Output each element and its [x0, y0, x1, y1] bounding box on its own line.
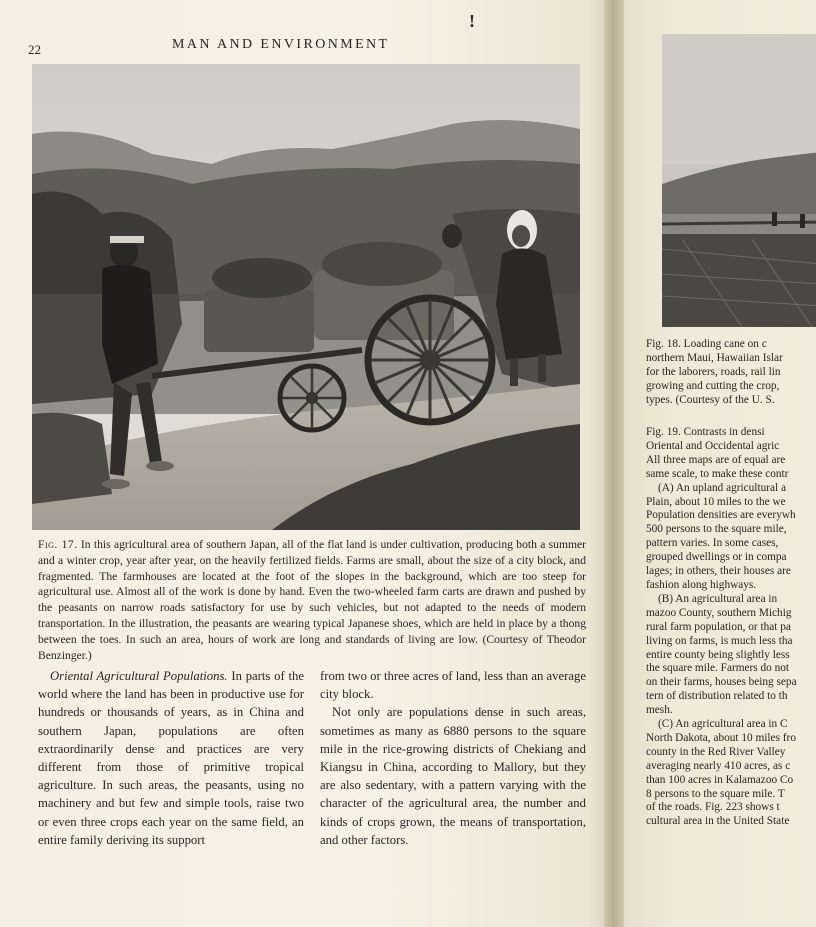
right-page	[624, 0, 816, 927]
fig19-line: (A) An upland agricultural a	[658, 481, 786, 494]
fig19-line: county in the Red River Valley	[646, 745, 786, 758]
figure-19-caption	[646, 426, 816, 829]
fig19-line: the square mile. Farmers do not	[646, 662, 790, 675]
fig19-line: 8 persons to the square mile. T	[646, 787, 785, 800]
fig19-line: mazoo County, southern Michig	[646, 606, 792, 619]
fig19-line: Fig. 19. Contrasts in densi	[646, 426, 765, 438]
running-head: MAN AND ENVIRONMENT	[172, 37, 390, 52]
fig19-line: (B) An agricultural area in	[658, 592, 778, 605]
margin-mark: !	[469, 11, 475, 31]
body-column-right	[320, 667, 586, 849]
fig18-line: for the laborers, roads, rail lin	[646, 365, 781, 378]
body-text-col2-p1: from two or three acres of land, less than an average city block.	[320, 669, 586, 702]
fig19-line: mesh.	[646, 704, 673, 717]
farm-cart-illustration	[32, 64, 580, 530]
fig18-line: types. (Courtesy of the U. S.	[646, 393, 775, 406]
cart-wheel-large	[368, 298, 492, 422]
fig19-line: fashion along highways.	[646, 578, 757, 591]
fig19-line: of the roads. Fig. 223 shows t	[646, 801, 780, 814]
page-number: 22	[28, 42, 41, 57]
fig19-line: Oriental and Occidental agric	[646, 439, 780, 452]
cane-field-illustration	[662, 34, 816, 327]
fig19-line: on their farms, houses being sepa	[646, 676, 797, 689]
fig19-line: 500 persons to the square mile,	[646, 523, 787, 536]
book-gutter	[604, 0, 626, 927]
cane-field-photo	[662, 34, 816, 327]
body-column-left	[38, 667, 304, 849]
fig18-line: growing and cutting the crop,	[646, 379, 780, 392]
fig19-line: than 100 acres in Kalamazoo Co	[646, 773, 794, 786]
fig19-line: North Dakota, about 10 miles fro	[646, 731, 796, 744]
fig18-line: northern Maui, Hawaiian Islar	[646, 351, 783, 364]
farm-cart-photo	[32, 64, 580, 530]
fig19-line: entire county being slightly less	[646, 648, 790, 661]
figure-caption-text: In this agricultural area of southern Japan, all of the flat land is under cultivation, producing both a summer and a winter crop, year after year, on the heavily fertilized fields. Farms are small, about the size of a city block, and fragmented. The farmhouses are located at the foot of the slopes in the background, which are too steep for agricultural use. Almost all of the work is done by hand. Even the two-wheeled farm carts are drawn and pushed by the peasants on narrow roads satisfactory for use by such vehicles, but not adapted to the needs of modern transportation. In the illustration, the peasants are wearing typical Japanese shoes, which are held in place by a thong between the toes. In such an area, hours of work are long and standards of living are low. (Courtesy of Theodor Benzinger.)	[38, 538, 586, 662]
fig18-line: Fig. 18. Loading cane on c	[646, 338, 767, 350]
fig19-line: All three maps are of equal are	[646, 453, 786, 466]
section-heading: Oriental Agricultural Populations.	[50, 669, 228, 683]
body-text-col2-p2: Not only are populations dense in such areas, sometimes as many as 6880 persons to the square mile in the rice-growing districts of Chekiang and Kiangsu in China, according to Mallory, but they are also sedentary, with a pattern varying with the character of the agricultural area, the number and kinds of crops grown, the means of transportation, and other factors.	[320, 705, 586, 847]
fig19-line: same scale, to make these contr	[646, 467, 789, 480]
fig19-line: lages; in others, their houses are	[646, 565, 791, 578]
fig19-line: grouped dwellings or in compa	[646, 551, 787, 564]
fig19-line: tern of distribution related to th	[646, 690, 788, 703]
fig19-line: averaging nearly 410 acres, as c	[646, 759, 791, 772]
figure-17-caption	[38, 537, 586, 663]
body-text-col1: In parts of the world where the land has been in productive use for hundreds or thousands of years, as in China and southern Japan, populations are often extraordinarily dense and practices are very different from those of primitive tropical agriculture. In such areas, the peasants, using no machinery and but few and simple tools, raise two or even three crops each year on the same field, an entire family deriving its support	[38, 669, 304, 847]
fig19-line: living on farms, is much less tha	[646, 634, 793, 647]
fig19-line: pattern varies. In some cases,	[646, 537, 779, 550]
fig19-line: Population densities are everywh	[646, 509, 796, 522]
fig19-line: cultural area in the United State	[646, 815, 790, 828]
figure-18-caption	[646, 338, 816, 408]
fig19-line: (C) An agricultural area in C	[658, 718, 788, 731]
figure-label: Fig. 17.	[38, 538, 78, 551]
fig19-line: rural farm population, or that pa	[646, 620, 791, 633]
cart-wheel-small	[280, 366, 344, 430]
fig19-line: Plain, about 10 miles to the we	[646, 495, 786, 508]
